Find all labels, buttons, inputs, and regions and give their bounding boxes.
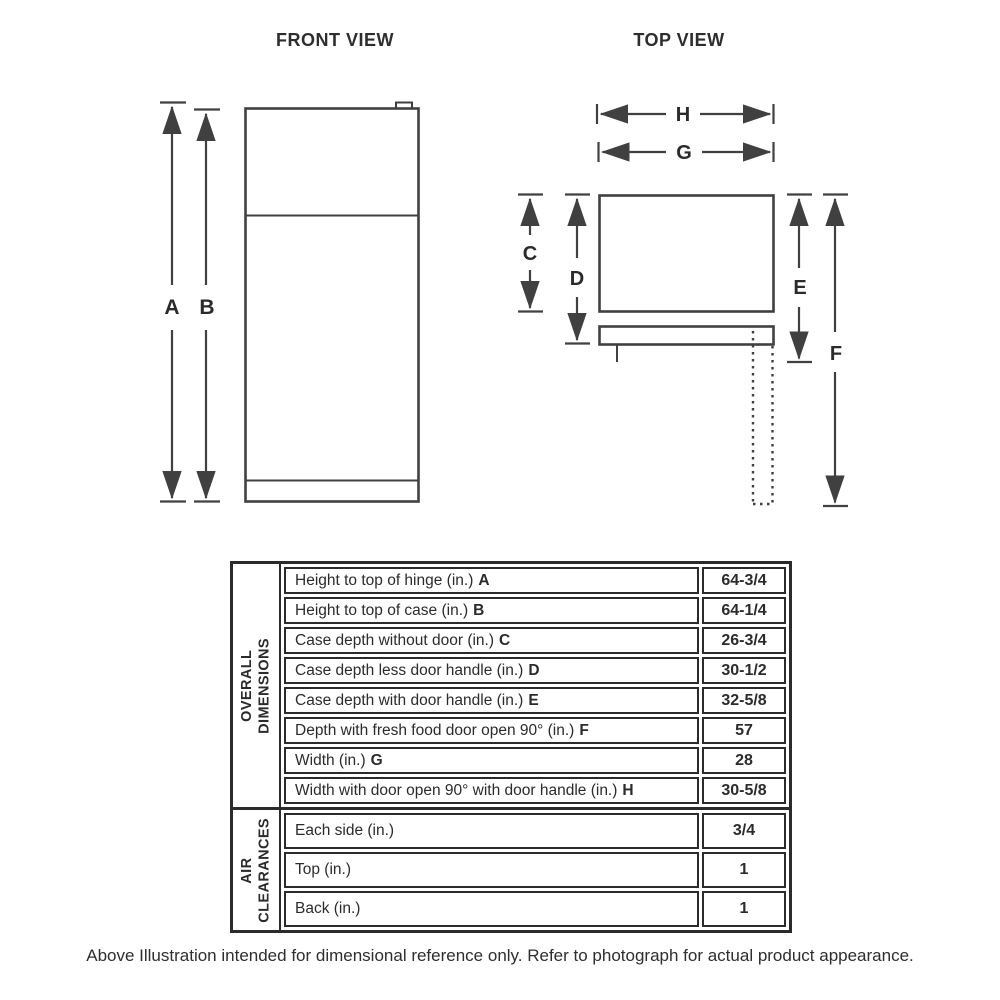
dim-label-d: D [569,268,585,290]
table-row [284,747,786,774]
dim-label-e: E [793,277,807,299]
table-row [284,717,786,744]
group-line: CLEARANCES [256,817,272,923]
dimension-b [194,110,220,502]
row-label: Depth with fresh food door open 90° (in.) [295,721,575,739]
row-key: E [528,691,539,709]
row-label: Width (in.) [295,751,366,769]
group-line: OVERALL [238,649,255,722]
dim-label-a: A [164,296,180,319]
overall-dimensions-label [239,638,274,734]
footer-note: Above Illustration intended for dimensional reference only. Refer to photograph for actual product appearance. [86,946,914,965]
row-value: 64-1/4 [702,597,786,624]
row-label: Top (in.) [295,861,351,878]
row-label: Each side (in.) [295,822,395,839]
door-handle-dotted [753,331,773,504]
group-line: AIR [238,856,255,884]
row-key: G [370,751,383,769]
front-view-title: FRONT VIEW [276,30,394,50]
overall-dimensions-rows [281,564,789,807]
row-key: H [622,781,634,799]
dim-label-c: C [522,243,538,265]
dim-label-b: B [199,296,215,319]
row-value: 1 [702,891,786,927]
row-value: 1 [702,852,786,888]
air-clearances-group-cell [233,810,281,930]
front-view-drawing [160,103,419,502]
row-value: 57 [702,717,786,744]
table-row [284,597,786,624]
row-key: A [478,571,490,589]
dim-label-h: H [675,104,691,126]
table-row [284,657,786,684]
table-row [284,813,786,849]
overall-dimensions-section [233,564,789,807]
case-outline [600,196,774,312]
row-value: 64-3/4 [702,567,786,594]
dimension-d [565,195,590,344]
table-row [284,567,786,594]
dimensions-table [230,561,792,933]
row-value: 26-3/4 [702,627,786,654]
row-label: Width with door open 90° with door handle (in.) [295,781,618,799]
table-row [284,627,786,654]
row-value: 28 [702,747,786,774]
row-key: B [473,601,485,619]
door-outline [600,327,774,345]
row-label: Height to top of case (in.) [295,601,469,619]
row-value: 30-5/8 [702,777,786,804]
hinge-cap [396,103,412,109]
row-label: Case depth less door handle (in.) [295,661,524,679]
dimension-e [787,195,812,363]
row-key: D [528,661,540,679]
row-key: C [499,631,511,649]
dimension-a [160,103,186,502]
dimension-c [518,195,543,312]
row-label: Back (in.) [295,900,361,917]
table-row [284,891,786,927]
table-row [284,687,786,714]
table-row [284,852,786,888]
top-view-drawing [518,104,848,506]
dimension-f [823,195,848,507]
row-value: 3/4 [702,813,786,849]
fridge-outline [246,109,419,502]
group-line: DIMENSIONS [256,637,272,734]
air-clearances-rows [281,810,789,930]
overall-dimensions-group-cell [233,564,281,807]
row-key: F [579,721,589,739]
row-value: 30-1/2 [702,657,786,684]
row-value: 32-5/8 [702,687,786,714]
dimension-g [599,142,774,164]
row-label: Case depth without door (in.) [295,631,495,649]
dim-label-g: G [676,142,692,164]
row-label: Case depth with door handle (in.) [295,691,524,709]
top-view-title: TOP VIEW [633,30,725,50]
row-label: Height to top of hinge (in.) [295,571,474,589]
dimension-h [597,104,774,126]
table-row [284,777,786,804]
air-clearances-section [233,807,789,930]
dim-label-f: F [829,343,843,365]
air-clearances-label [239,818,274,923]
